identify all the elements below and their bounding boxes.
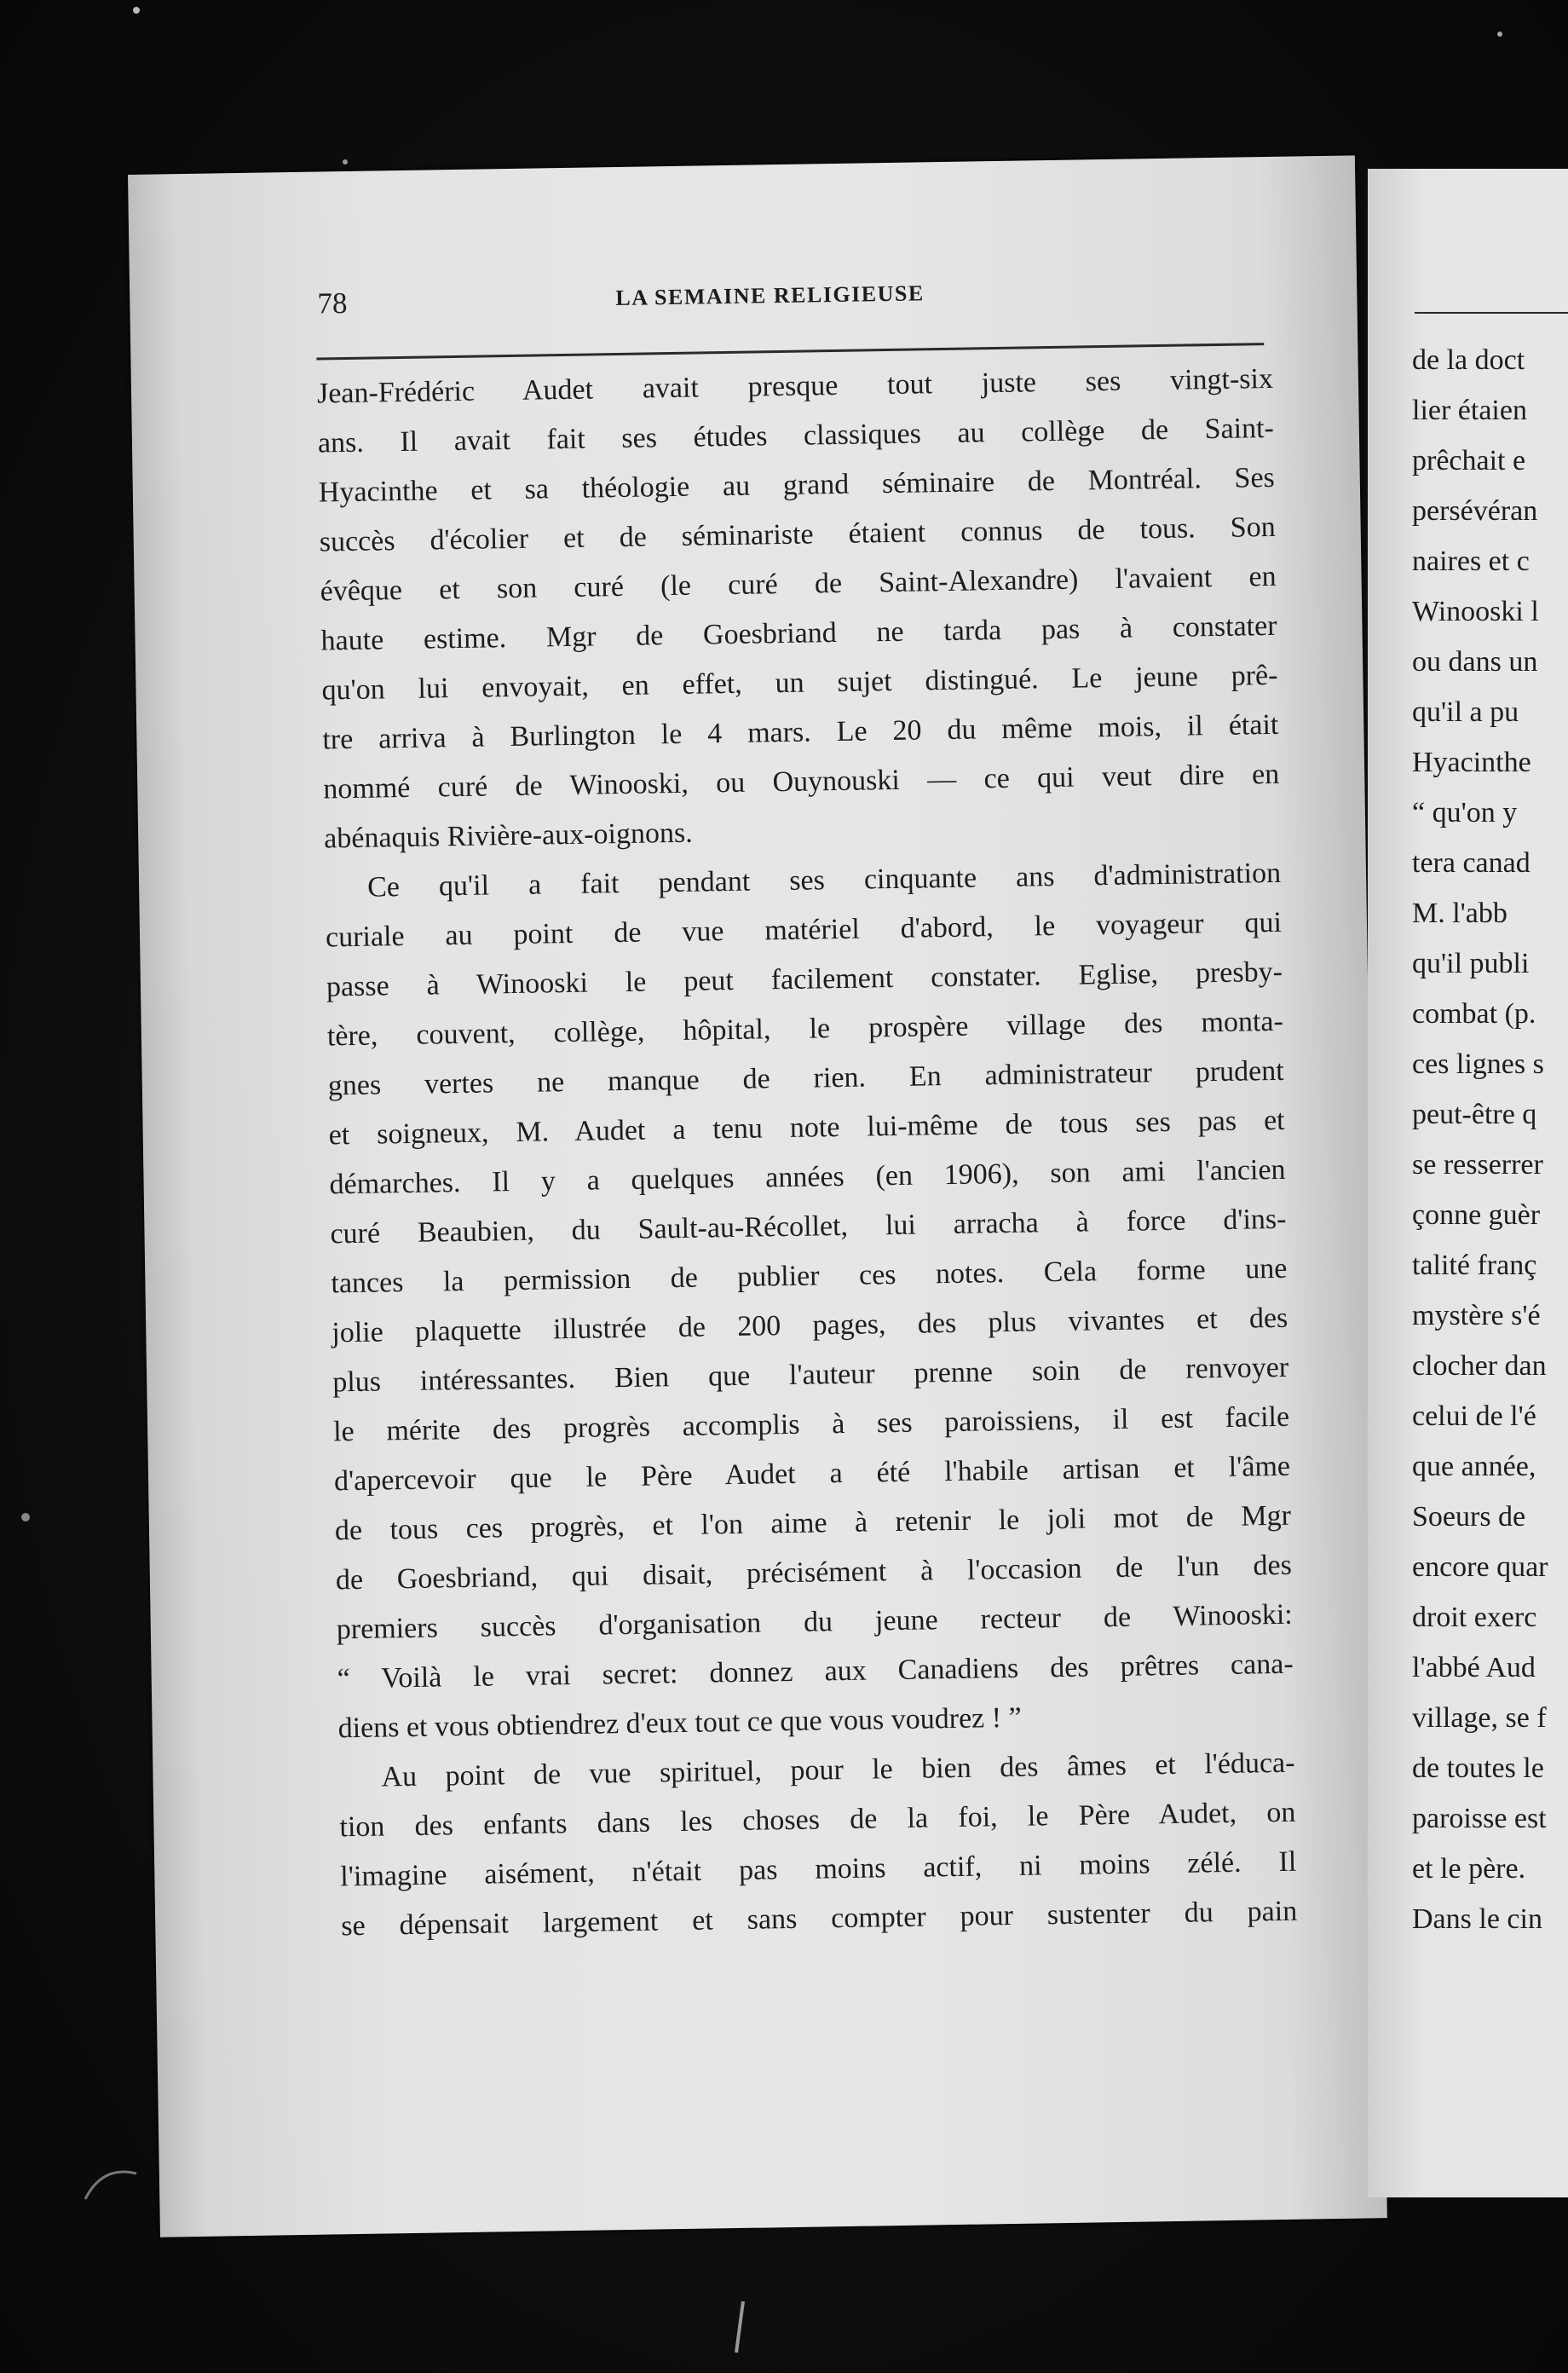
right-text-line: M. l'abb: [1412, 898, 1507, 929]
right-text-line: naires et c: [1412, 546, 1530, 577]
text-line: Au point de vue spirituel, pour le bien des âmes et l'éduca-: [381, 1747, 1295, 1793]
page-number: 78: [317, 286, 348, 320]
text-line: Jean-Frédéric Audet avait presque tout juste ses vingt-six: [316, 362, 1274, 410]
text-line: tances la permission de publier ces notes. Cela forme une: [331, 1252, 1288, 1300]
text-line: tion des enfants dans les choses de la foi, le Père Audet, on: [339, 1796, 1296, 1844]
text-line: démarches. Il y a quelques années (en 1906), son ami l'ancien: [329, 1153, 1286, 1201]
right-text-line: qu'il publi: [1412, 948, 1530, 979]
text-line: premiers succès d'organisation du jeune recteur de Winooski:: [336, 1598, 1293, 1646]
text-line: succès d'écolier et de séminariste étaient connus de tous. Son: [319, 511, 1276, 558]
right-text-line: village, se f: [1412, 1702, 1547, 1734]
paragraph: [317, 355, 1281, 864]
text-line: nommé curé de Winooski, ou Ouynouski — ce qui veut dire en: [323, 758, 1280, 805]
text-line: abénaquis Rivière-aux-oignons.: [323, 817, 693, 855]
right-text-line: droit exerc: [1412, 1602, 1537, 1633]
right-text-line: se resserrer: [1412, 1149, 1543, 1181]
right-text-line: l'abbé Aud: [1412, 1652, 1536, 1683]
text-line: curé Beaubien, du Sault-au-Récollet, lui arracha à force d'ins-: [330, 1203, 1287, 1250]
text-line: l'imagine aisément, n'était pas moins actif, ni moins zélé. Il: [340, 1845, 1297, 1893]
right-text-line: prêchait e: [1412, 445, 1526, 476]
right-text-line: encore quar: [1412, 1551, 1548, 1583]
right-text-line: Winooski l: [1412, 596, 1539, 627]
text-line: jolie plaquette illustrée de 200 pages, des plus vivantes et des: [331, 1302, 1288, 1349]
text-line: Ce qu'il a fait pendant ses cinquante ans d'administration: [366, 857, 1282, 904]
right-text-line: paroisse est: [1412, 1803, 1547, 1834]
text-line: passe à Winooski le peut facilement constater. Eglise, presby-: [326, 956, 1283, 1003]
right-text-line: talité franç: [1412, 1250, 1537, 1281]
text-line: le mérite des progrès accomplis à ses paroissiens, il est facile: [332, 1400, 1290, 1448]
right-text-line: que année,: [1412, 1451, 1536, 1482]
text-line: tère, couvent, collège, hôpital, le prospère village des monta-: [326, 1005, 1284, 1053]
text-line: curiale au point de vue matériel d'abord, le voyageur qui: [325, 906, 1283, 954]
left-page: [128, 155, 1387, 2237]
text-line: qu'on lui envoyait, en effet, un sujet distingué. Le jeune prê-: [321, 659, 1278, 707]
right-page-fragment: [1368, 169, 1568, 2197]
text-line: évêque et son curé (le curé de Saint-Alexandre) l'avaient en: [320, 560, 1277, 608]
right-text-line: tera canad: [1412, 847, 1531, 879]
text-line: se dépensait largement et sans compter pour sustenter du pain: [341, 1895, 1298, 1943]
right-text-line: celui de l'é: [1412, 1400, 1536, 1432]
text-line: Hyacinthe et sa théologie au grand séminaire de Montréal. Ses: [318, 461, 1276, 509]
right-text-line: combat (p.: [1412, 998, 1536, 1030]
text-line: haute estime. Mgr de Goesbriand ne tarda pas à constater: [320, 609, 1277, 657]
right-text-line: clocher dan: [1412, 1350, 1547, 1382]
body-text: [317, 355, 1298, 1951]
text-line: gnes vertes ne manque de rien. En administrateur prudent: [327, 1054, 1284, 1102]
right-text-line: qu'il a pu: [1412, 696, 1519, 728]
right-text-line: peut-être q: [1412, 1099, 1537, 1130]
text-line: d'apercevoir que le Père Audet a été l'habile artisan et l'âme: [333, 1450, 1291, 1498]
right-text-line: mystère s'é: [1412, 1300, 1541, 1331]
running-header: [317, 272, 1264, 338]
right-text-line: Hyacinthe: [1412, 747, 1531, 778]
text-line: tre arriva à Burlington le 4 mars. Le 20 du même mois, il était: [322, 708, 1279, 756]
right-text-line: ou dans un: [1412, 646, 1538, 678]
text-line: “ Voilà le vrai secret: donnez aux Canadiens des prêtres cana-: [337, 1648, 1294, 1695]
right-text-line: Dans le cin: [1412, 1903, 1542, 1935]
text-line: ans. Il avait fait ses études classiques au collège de Saint-: [317, 412, 1275, 459]
right-header-rule: [1415, 312, 1568, 314]
paragraph: [325, 849, 1294, 1753]
text-line: plus intéressantes. Bien que l'auteur prenne soin de renvoyer: [331, 1351, 1289, 1399]
right-text-line: lier étaien: [1412, 395, 1527, 426]
right-text-line: ces lignes s: [1412, 1048, 1544, 1080]
right-page-text: [1412, 335, 1548, 1944]
right-text-line: de toutes le: [1412, 1752, 1544, 1784]
right-text-line: çonne guèr: [1412, 1199, 1541, 1231]
paragraph: [338, 1739, 1298, 1952]
running-title: LA SEMAINE RELIGIEUSE: [615, 280, 925, 311]
right-text-line: persévéran: [1412, 495, 1538, 527]
text-line: diens et vous obtiendrez d'eux tout ce que vous voudrez ! ”: [337, 1701, 1022, 1745]
text-line: de Goesbriand, qui disait, précisément à l'occasion de l'un des: [335, 1549, 1293, 1596]
text-line: de tous ces progrès, et l'on aime à retenir le joli mot de Mgr: [334, 1499, 1292, 1547]
right-text-line: de la doct: [1412, 344, 1525, 376]
right-text-line: et le père.: [1412, 1853, 1526, 1885]
right-text-line: “ qu'on y: [1412, 797, 1518, 829]
text-line: et soigneux, M. Audet a tenu note lui-même de tous ses pas et: [328, 1104, 1285, 1152]
right-text-line: Soeurs de: [1412, 1501, 1526, 1533]
